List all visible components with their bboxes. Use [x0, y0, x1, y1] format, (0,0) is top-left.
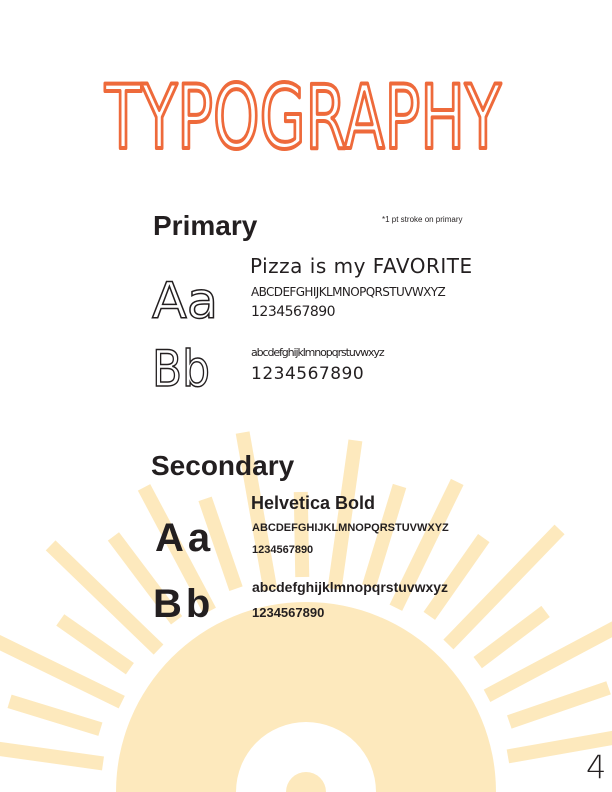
- svg-text:Bb: Bb: [152, 340, 210, 394]
- sun-ray: [509, 688, 608, 722]
- secondary-uppercase: ABCDEFGHIJKLMNOPQRSTUVWXYZ: [252, 522, 449, 534]
- sun-ray: [429, 538, 483, 616]
- primary-stroke-note: *1 pt stroke on primary: [382, 215, 463, 224]
- primary-digits-2: 1234567890: [251, 364, 365, 384]
- sun-ray: [0, 744, 103, 763]
- sun-ray: [60, 620, 130, 669]
- page-title-text: TYPOGRAPHY: [104, 66, 502, 160]
- primary-phrase: Pizza is my FAVORITE: [250, 254, 473, 278]
- sun-ray: [478, 611, 546, 662]
- sun-ray: [448, 529, 559, 644]
- secondary-digits-2: 1234567890: [252, 605, 325, 620]
- page-number: 4: [586, 748, 607, 786]
- sun-ray: [10, 701, 101, 729]
- svg-text:Aa: Aa: [152, 272, 218, 328]
- secondary-font-name: Helvetica Bold: [251, 493, 376, 513]
- primary-sample-bb: [150, 334, 230, 394]
- page-title: [98, 62, 508, 160]
- primary-uppercase: ABCDEFGHIJKLMNOPQRSTUVWXYZ: [251, 285, 446, 299]
- sun-ray: [335, 440, 356, 589]
- secondary-sample-aa: Aa: [155, 516, 215, 560]
- secondary-lowercase: abcdefghijklmnopqrstuvwxyz: [252, 579, 449, 595]
- secondary-digits-1: 1234567890: [252, 544, 314, 556]
- primary-heading: Primary: [153, 210, 258, 241]
- primary-lowercase: abcdefghijklmnopqrstuvwxyz: [251, 346, 384, 359]
- secondary-sample-bb: Bb: [153, 582, 215, 626]
- sun-ray: [51, 545, 159, 649]
- primary-digits-1: 1234567890: [251, 304, 336, 320]
- primary-sample-aa: [150, 268, 230, 328]
- secondary-heading: Secondary: [151, 450, 295, 481]
